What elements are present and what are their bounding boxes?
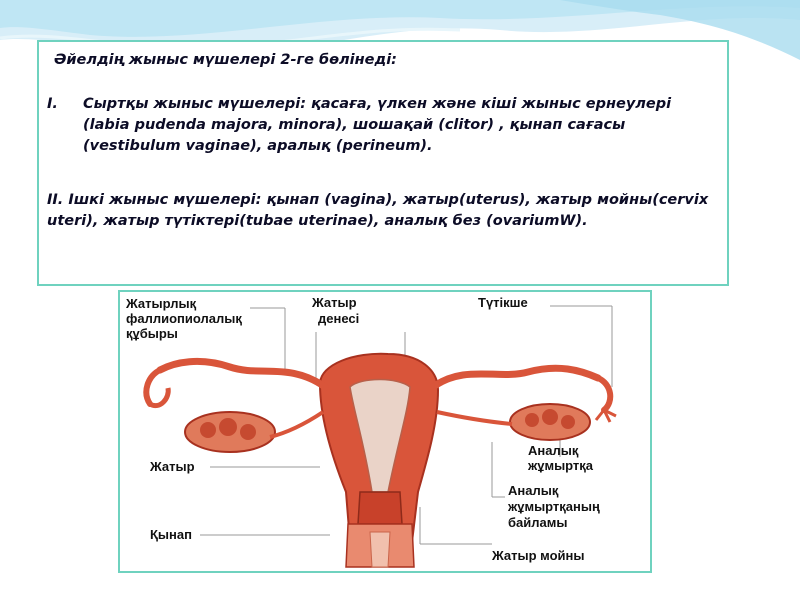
cervix	[358, 492, 402, 524]
right-fallopian-tube	[433, 368, 598, 387]
intro-text: Әйелдің жыныс мүшелері 2-ге бөлінеді:	[54, 52, 397, 68]
list-text: Сыртқы жыныс мүшелері: қасаға, үлкен және кіші жыныс ернеулері (labia pudenda majora, minora), шошақай (clitor) , қынап сағасы (vestibulum vaginae), аралық (perineum).	[83, 96, 672, 154]
label-ligament-line1: Аналық	[508, 483, 559, 498]
label-ovary-line1: Аналық	[528, 443, 579, 458]
list-item-external	[47, 94, 697, 157]
label-vagina: Қынап	[150, 527, 192, 542]
label-uterus: Жатыр	[150, 459, 195, 474]
label-cervix: Жатыр мойны	[492, 548, 585, 563]
label-ligament-line2: жұмыртқаның	[508, 499, 600, 514]
label-fallopian-line3: құбыры	[126, 326, 178, 341]
label-body-line1: Жатыр	[312, 295, 357, 310]
label-ovary-line2: жұмыртқа	[528, 458, 594, 473]
label-fallopian-line2: фаллиопиолалық	[126, 311, 242, 326]
text-panel	[37, 40, 729, 286]
anatomy-figure	[118, 290, 652, 573]
uterus-diagram	[120, 292, 650, 571]
label-body-line2: денесі	[318, 311, 360, 326]
list-number: I.	[47, 96, 58, 112]
label-fallopian-line1: Жатырлық	[126, 296, 197, 311]
label-fimbria: Түтікше	[478, 295, 528, 310]
list-item-internal: II. Ішкі жыныс мүшелері: қынап (vagina), жатыр(uterus), жатыр мойны(cervix uteri), жатыр түтіктері(tubae uterinae), аналық без (ovariumW).	[47, 192, 709, 229]
label-ligament-line3: байламы	[508, 515, 568, 530]
left-fallopian-tube	[160, 361, 325, 387]
